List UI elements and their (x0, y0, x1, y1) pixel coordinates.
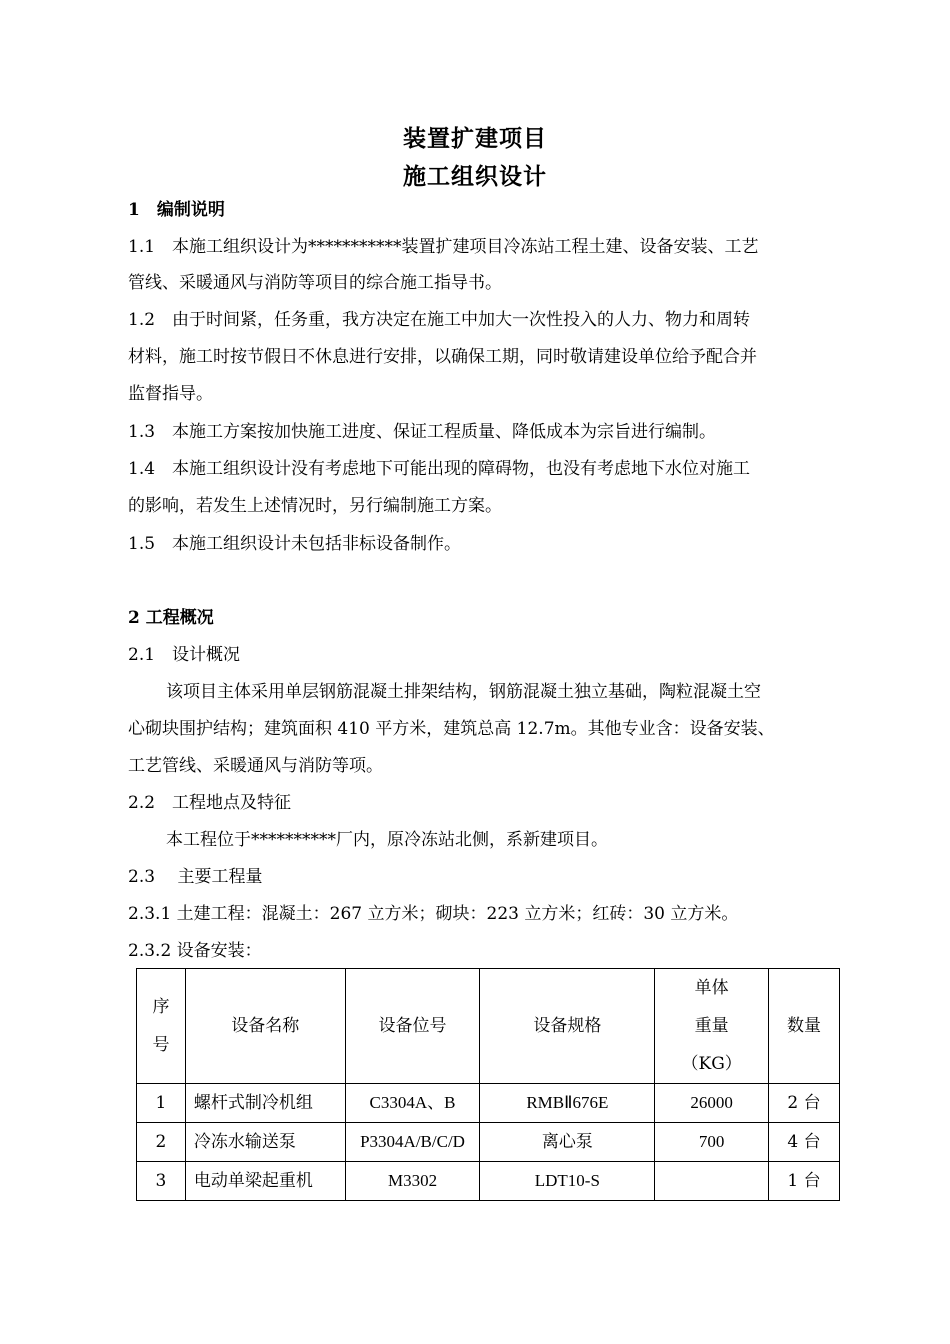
paragraph-2-1-line3: 工艺管线、采暖通风与消防等项。 (128, 756, 383, 776)
document-title-line2: 施工组织设计 (403, 163, 547, 190)
table-row (137, 1084, 840, 1123)
cell-name: 螺杆式制冷机组 (185, 1084, 345, 1123)
cell-name: 冷冻水输送泵 (185, 1123, 345, 1162)
paragraph-1-3: 1.3 本施工方案按加快施工进度、保证工程质量、降低成本为宗旨进行编制。 (128, 422, 717, 442)
paragraph-1-4-line2: 的影响，若发生上述情况时，另行编制施工方案。 (128, 496, 502, 516)
cell-tag: M3302 (345, 1162, 480, 1201)
cell-seq: 3 (137, 1162, 186, 1201)
cell-qty: 1 台 (769, 1162, 840, 1201)
cell-tag: C3304A、B (345, 1084, 480, 1123)
cell-name: 电动单梁起重机 (185, 1162, 345, 1201)
header-seq-line1: 序 (152, 997, 170, 1017)
cell-weight (655, 1162, 769, 1201)
section-1-heading: 1 编制说明 (128, 200, 225, 220)
cell-spec: 离心泵 (480, 1123, 655, 1162)
paragraph-1-2-line1: 1.2 由于时间紧，任务重，我方决定在施工中加大一次性投入的人力、物力和周转 (128, 310, 751, 330)
paragraph-1-4-line1: 1.4 本施工组织设计没有考虑地下可能出现的障碍物，也没有考虑地下水位对施工 (128, 459, 751, 479)
subsection-2-3: 2.3 主要工程量 (128, 867, 263, 887)
equipment-table (136, 968, 840, 1201)
table-row (137, 1123, 840, 1162)
paragraph-1-1-line2: 管线、采暖通风与消防等项目的综合施工指导书。 (128, 273, 502, 293)
cell-qty: 2 台 (769, 1084, 840, 1123)
section-2-heading: 2 工程概况 (128, 608, 214, 628)
cell-qty: 4 台 (769, 1123, 840, 1162)
cell-seq: 1 (137, 1084, 186, 1123)
paragraph-1-5: 1.5 本施工组织设计未包括非标设备制作。 (128, 534, 462, 554)
header-weight (655, 969, 769, 1084)
header-weight-line3: （KG） (681, 1054, 742, 1074)
table-header-row (137, 969, 840, 1084)
document-title-line1: 装置扩建项目 (403, 125, 547, 152)
header-seq (137, 969, 186, 1084)
paragraph-2-3-2: 2.3.2 设备安装： (128, 941, 262, 961)
header-seq-line2: 号 (152, 1035, 170, 1055)
header-name: 设备名称 (185, 969, 345, 1084)
paragraph-2-3-1: 2.3.1 土建工程：混凝土：267 立方米；砌块：223 立方米；红砖：30 立方米。 (128, 904, 739, 924)
paragraph-2-1-line2: 心砌块围护结构；建筑面积 410 平方米，建筑总高 12.7m。其他专业含：设备安装、 (128, 719, 775, 739)
header-spec: 设备规格 (480, 969, 655, 1084)
header-tag: 设备位号 (345, 969, 480, 1084)
cell-weight: 700 (655, 1123, 769, 1162)
table-row (137, 1162, 840, 1201)
paragraph-2-2: 本工程位于**********厂内，原冷冻站北侧，系新建项目。 (166, 830, 608, 850)
cell-spec: RMBⅡ676E (480, 1084, 655, 1123)
header-qty: 数量 (769, 969, 840, 1084)
paragraph-2-1-line1: 该项目主体采用单层钢筋混凝土排架结构，钢筋混凝土独立基础，陶粒混凝土空 (166, 682, 761, 702)
subsection-2-1: 2.1 设计概况 (128, 645, 241, 665)
header-weight-line1: 单体 (694, 978, 729, 998)
cell-seq: 2 (137, 1123, 186, 1162)
paragraph-1-2-line2: 材料，施工时按节假日不休息进行安排，以确保工期，同时敬请建设单位给予配合并 (128, 347, 757, 367)
paragraph-1-1-line1: 1.1 本施工组织设计为***********装置扩建项目冷冻站工程土建、设备安装、工艺 (128, 237, 759, 257)
subsection-2-2: 2.2 工程地点及特征 (128, 793, 292, 813)
paragraph-1-2-line3: 监督指导。 (128, 384, 213, 404)
cell-spec: LDT10-S (480, 1162, 655, 1201)
header-weight-line2: 重量 (694, 1016, 729, 1036)
cell-tag: P3304A/B/C/D (345, 1123, 480, 1162)
cell-weight: 26000 (655, 1084, 769, 1123)
